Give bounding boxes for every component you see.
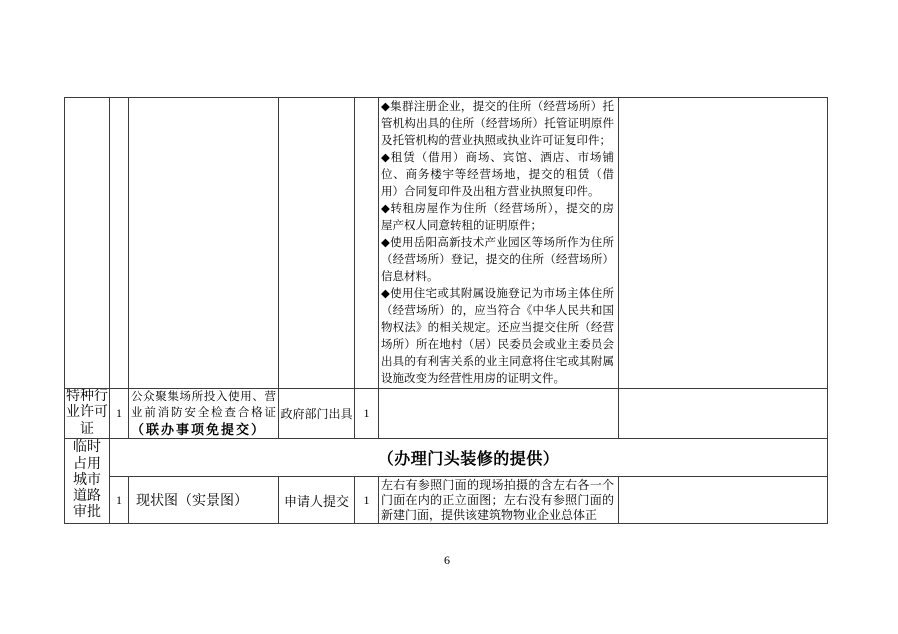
cell-count-empty [355, 98, 379, 389]
page-number: 6 [444, 553, 450, 567]
material-name-text: 公众聚集场所投入使用、营业前消防安全检查合格证 [131, 391, 276, 419]
approval-items-table [64, 97, 828, 524]
bullet-paragraph: ◆集群注册企业，提交的住所（经营场所）托管机构出具的住所（经营场所）托管证明原件及托管机构的营业执照或执业许可证复印件； [381, 101, 614, 147]
cell-item-empty [65, 98, 110, 389]
section-header-cell: （办理门头装修的提供） [110, 439, 828, 477]
cell-seq: 1 [110, 389, 129, 439]
item-name-text: 特种行业许可证 [66, 389, 108, 437]
cell-item-name [65, 389, 110, 439]
cell-remarks-empty [619, 389, 828, 439]
item-name-text: 临时占用城市道路审批 [73, 440, 101, 521]
cell-material-empty [129, 98, 279, 389]
cell-material-source: 政府部门出具 [279, 389, 355, 439]
material-note-text: （联办事项免提交） [131, 421, 267, 437]
bullet-paragraph: ◆使用住宅或其附属设施登记为市场主体住所（经营场所）的，应当符合《中华人民共和国物权法》的相关规定。还应当提交住所（经营场所）所在地村（居）民委员会或业主委员会出具的有利害关系的业主同意将住宅或其附属设施改变为经营性用房的证明文件。 [381, 288, 614, 385]
bullet-paragraph: ◆使用岳阳高新技术产业园区等场所作为住所（经营场所）登记，提交的住所（经营场所）信息材料。 [381, 237, 614, 283]
cell-seq-empty [110, 98, 129, 389]
cell-count: 1 [355, 477, 379, 524]
row-special-industry-license [65, 389, 828, 439]
cell-requirements-empty [379, 389, 619, 439]
row-road-occupation-detail [65, 477, 828, 524]
cell-source-empty [279, 98, 355, 389]
cell-remarks-empty [619, 98, 828, 389]
requirement-text: 左右有参照门面的现场拍摄的含左右各一个门面在内的正立面图；左右没有参照门面的新建门面，提供该建筑物物业企业总体正 [381, 478, 614, 522]
cell-material-name: 现状图（实景图） [129, 477, 279, 524]
cell-count: 1 [355, 389, 379, 439]
cell-material-name [129, 389, 279, 439]
bullet-paragraph: ◆转租房屋作为住所（经营场所），提交的房屋产权人同意转租的证明原件； [381, 203, 614, 232]
requirements-list [381, 99, 614, 387]
row-road-occupation-header [65, 439, 828, 477]
cell-requirements [379, 98, 619, 389]
row-continuation [65, 98, 828, 389]
cell-material-source: 申请人提交 [279, 477, 355, 524]
cell-seq: 1 [110, 477, 129, 524]
cell-requirements [379, 477, 619, 524]
cell-item-name [65, 439, 110, 524]
cell-remarks-empty [619, 477, 828, 524]
bullet-paragraph: ◆租赁（借用）商场、宾馆、酒店、市场铺位、商务楼宇等经营场地，提交的租赁（借用）合同复印件及出租方营业执照复印件。 [381, 152, 614, 198]
